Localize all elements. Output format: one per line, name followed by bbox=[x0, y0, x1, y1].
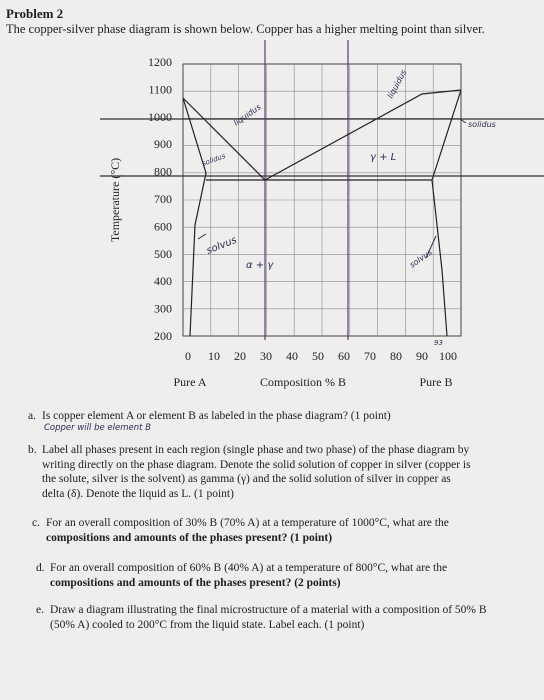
y-tick-label: 1200 bbox=[148, 55, 172, 69]
y-tick-label: 800 bbox=[154, 164, 172, 179]
x-axis-label: Composition % B bbox=[259, 375, 347, 389]
x-tick-label: 40 bbox=[286, 349, 298, 363]
question-e-tag: e. bbox=[36, 604, 44, 616]
y-tick-label: 1100 bbox=[148, 82, 172, 97]
pure-b-label: Pure B bbox=[419, 375, 453, 389]
x-tick-labels bbox=[185, 349, 457, 363]
y-tick-label: 900 bbox=[154, 137, 172, 152]
x-tick-label: 70 bbox=[364, 349, 376, 363]
y-tick-label: 1000 bbox=[148, 109, 172, 124]
question-c-line-1: For an overall composition of 30% B (70% A) at a temperature of 1000°C, what are the bbox=[46, 517, 449, 529]
question-d-line-1: For an overall composition of 60% B (40% A) at a temperature of 800°C, what are the bbox=[50, 562, 448, 574]
problem-title: Problem 2 bbox=[6, 6, 64, 21]
answer-a: Copper will be element B bbox=[44, 423, 152, 433]
annotation-solvus-left: solvus bbox=[205, 234, 239, 257]
right-solidus-solvus bbox=[432, 90, 461, 336]
annotation-liquidus-right: liquidus bbox=[385, 68, 409, 100]
y-tick-label: 300 bbox=[154, 301, 172, 316]
x-tick-label: 80 bbox=[390, 349, 402, 363]
x-tick-label: 30 bbox=[260, 349, 272, 363]
pure-a-label: Pure A bbox=[173, 375, 207, 389]
question-b-line-4: delta (δ). Denote the liquid as L. (1 point) bbox=[42, 487, 234, 500]
question-c-tag: c. bbox=[32, 517, 40, 529]
x-tick-label: 100 bbox=[439, 349, 457, 363]
y-tick-label: 700 bbox=[154, 192, 172, 206]
question-e bbox=[36, 603, 538, 632]
x-tick-label: 60 bbox=[338, 349, 350, 363]
question-b-line-1: Label all phases present in each region (single phase and two phase) of the phase diagram by bbox=[42, 444, 470, 456]
question-e-line-2: (50% A) cooled to 200°C from the liquid state. Label each. (1 point) bbox=[50, 618, 365, 631]
x-tick-label: 90 bbox=[416, 349, 428, 363]
question-b-line-3: the solute, silver is the solvent) as gamma (γ) and the solid solution of silver in copper as bbox=[42, 473, 451, 485]
question-d bbox=[36, 561, 538, 590]
y-tick-label: 600 bbox=[154, 219, 172, 234]
solvus-arrow-left bbox=[198, 234, 206, 239]
left-solidus-solvus bbox=[183, 98, 206, 336]
question-b-line-2: writing directly on the phase diagram. Denote the solid solution of copper in silver (copper is bbox=[42, 458, 471, 471]
grid-lines bbox=[183, 64, 461, 336]
annotation-liquidus-left: liquidus bbox=[231, 102, 263, 128]
x-tick-label: 50 bbox=[312, 349, 324, 363]
question-a bbox=[28, 409, 532, 424]
question-e-line-1: Draw a diagram illustrating the final microstructure of a material with a composition of 50% B bbox=[50, 604, 487, 616]
annotation-gamma-liquid: γ + L bbox=[370, 152, 397, 163]
annotation-alpha-gamma: α + γ bbox=[246, 260, 274, 271]
y-tick-label: 500 bbox=[154, 246, 172, 261]
annotation-solidus-right: solidus bbox=[468, 120, 496, 129]
annotation-solidus-left: solidus bbox=[200, 152, 227, 168]
y-tick-labels bbox=[148, 55, 172, 343]
question-b bbox=[28, 443, 542, 501]
question-c bbox=[32, 516, 538, 545]
question-b-tag: b. bbox=[28, 444, 37, 456]
x-tick-label: 20 bbox=[234, 349, 246, 363]
question-d-line-2: compositions and amounts of the phases present? (2 points) bbox=[50, 576, 341, 589]
question-c-line-2: compositions and amounts of the phases present? (1 point) bbox=[46, 531, 333, 544]
question-a-text: Is copper element A or element B as labeled in the phase diagram? (1 point) bbox=[42, 410, 391, 422]
problem-intro: The copper-silver phase diagram is shown below. Copper has a higher melting point than silver. bbox=[6, 22, 485, 36]
annotation-93: 93 bbox=[434, 339, 443, 347]
question-a-tag: a. bbox=[28, 410, 36, 422]
question-d-tag: d. bbox=[36, 562, 45, 574]
y-axis-label: Temperature (°C) bbox=[108, 157, 122, 243]
annotation-solvus-right: solvus bbox=[407, 247, 434, 270]
x-tick-label: 10 bbox=[208, 349, 220, 363]
x-tick-label: 0 bbox=[185, 349, 191, 363]
y-tick-label: 400 bbox=[154, 274, 172, 289]
y-tick-label: 200 bbox=[154, 329, 172, 343]
